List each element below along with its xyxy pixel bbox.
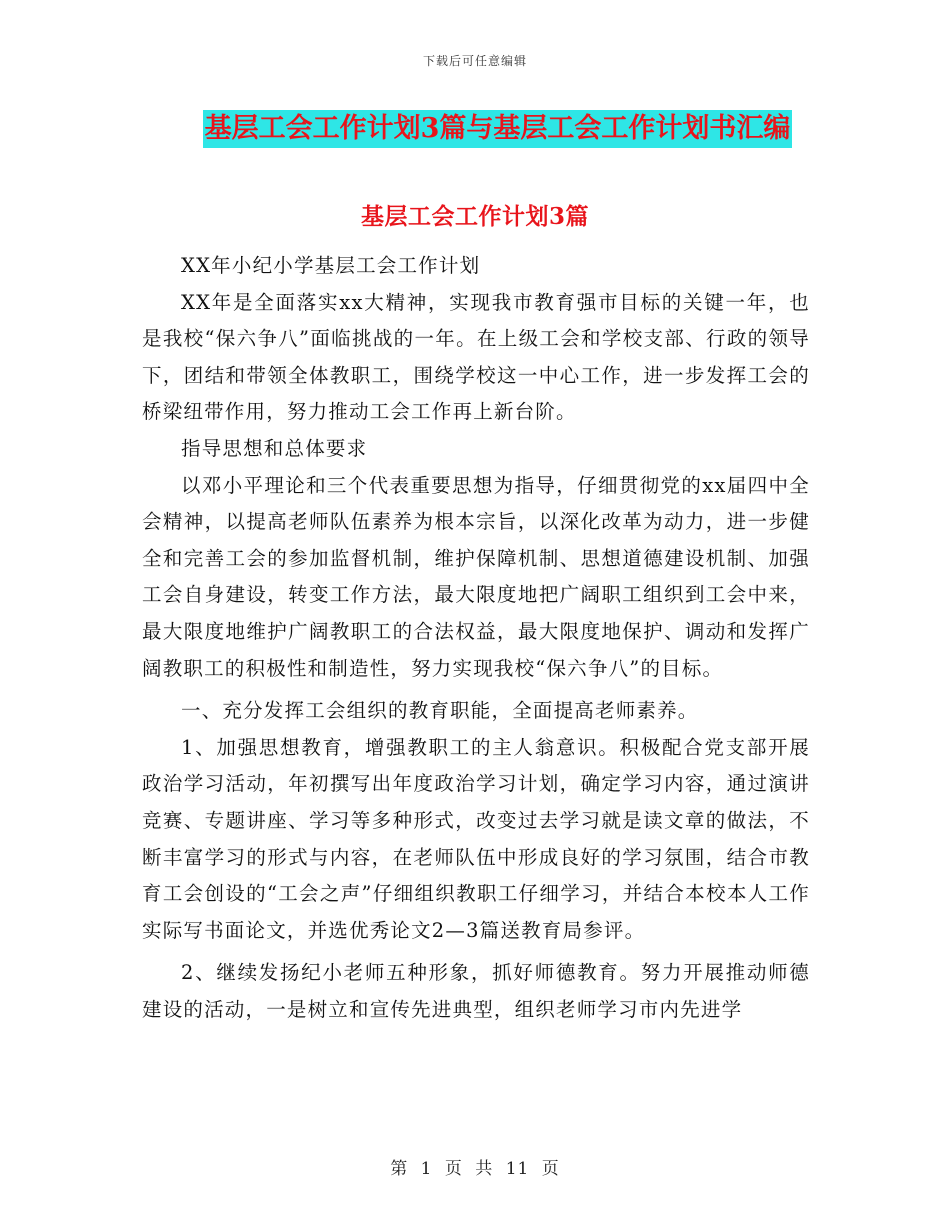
sub-title: 基层工会工作计划3篇: [360, 203, 589, 230]
paragraph-item-one: 1、加强思想教育，增强教职工的主人翁意识。积极配合党支部开展政治学习活动，年初撰写出年度政治学习计划，确定学习内容，通过演讲竞赛、专题讲座、学习等多种形式，改变过去学习就是读文章的做法，不断丰富学习的形式与内容，在老师队伍中形成良好的学习氛围，结合市教育工会创设的“工会之声”仔细组织教职工仔细学习，并结合本校本人工作实际写书面论文，并选优秀论文2—3篇送教育局参评。: [142, 735, 810, 942]
paragraph-section-one: 一、充分发挥工会组织的教育职能，全面提高老师素养。: [181, 699, 699, 723]
document-body: [142, 248, 810, 1028]
paragraph-item-two: 2、继续发扬纪小老师五种形象，抓好师德教育。努力开展推动师德建设的活动，一是树立和宣传先进典型，组织老师学习市内先进学: [142, 961, 810, 1021]
paragraph-heading-plan: XX年小纪小学基层工会工作计划: [181, 254, 481, 277]
main-title: 基层工会工作计划3篇与基层工会工作计划书汇编: [203, 110, 793, 148]
page-footer: 第 1 页 共 11 页: [390, 1159, 560, 1179]
main-title-container: [0, 110, 950, 148]
paragraph-guiding-thought: 以邓小平理论和三个代表重要思想为指导，仔细贯彻党的xx届四中全会精神，以提高老师队伍素养为根本宗旨，以深化改革为动力，进一步健全和完善工会的参加监督机制，维护保障机制、思想道德建设机制、加强工会自身建设，转变工作方法，最大限度地把广阔职工组织到工会中来，最大限度地维护广阔教职工的合法权益，最大限度地保护、调动和发挥广阔教职工的积极性和制造性，努力实现我校“保六争八”的目标。: [142, 473, 810, 680]
paragraph-intro: XX年是全面落实xx大精神，实现我市教育强市目标的关键一年，也是我校“保六争八”面临挑战的一年。在上级工会和学校支部、行政的领导下，团结和带领全体教职工，围绕学校这一中心工作，进一步发挥工会的桥梁纽带作用，努力推动工会工作再上新台阶。: [142, 290, 810, 424]
header-note: 下载后可任意编辑: [422, 54, 527, 68]
paragraph-heading-guiding: 指导思想和总体要求: [181, 436, 368, 460]
